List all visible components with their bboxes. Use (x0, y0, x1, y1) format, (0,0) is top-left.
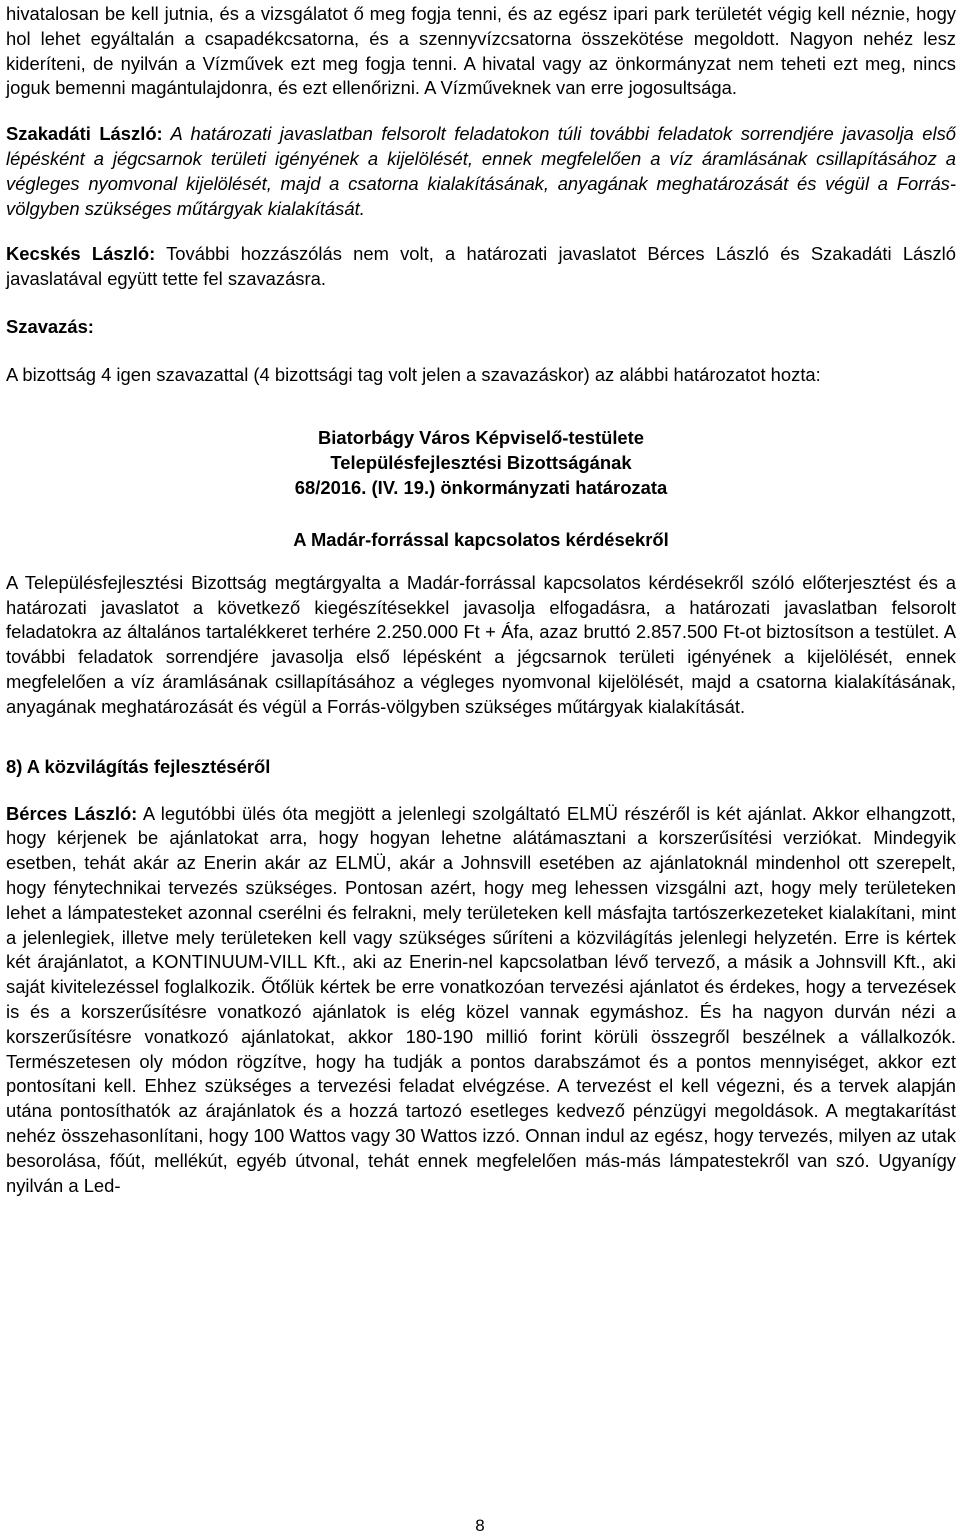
paragraph-kecskes (6, 242, 956, 292)
resolution-line-1: Biatorbágy Város Képviselő-testülete (317, 426, 645, 448)
speaker-text: A legutóbbi ülés óta megjött a jelenlegi szolgáltató ELMÜ részéről is két ajánlat. Akkor elhangzott, hogy kérjenek be ajánlatokat arra, hogy hogyan lehetne alátámasztani a korszerűsítési verziókat. Mindegyik esetben, tehát akár az Enerin akár az ELMÜ, akár a Johnsvill esetében az ajánlatoknál mindenhol ott szerepelt, hogy fénytechnikai tervezés szükséges. Pontosan azért, hogy meg lehessen vizsgálni azt, hogy mely területeken lehet a lámpatesteket azonnal cserélni és felrakni, mely területeken kell másfajta tartószerkezeteket kialakítani, mint a jelenlegiek, illetve mely területeken kell vagy szükséges sűríteni a közvilágítás jelenlegi helyzetén. Erre is kértek két árajánlatot, a KONTINUUM-VILL Kft., aki az Enerin-nel kapcsolatban lévő tervező, a másik a Johnsvill Kft., aki saját kivitelezéssel foglalkozik. Őtőlük kértek be erre vonatkozóan tervezési ajánlatot és érdekes, hogy a tervezések is és a korszerűsítésre vonatkozó ajánlatok is elég közel vannak egymáshoz. És ha nagyon durván nézi a korszerűsítésre vonatkozó ajánlatokat, akkor 180-190 millió forint körüli összegről beszélnek a vállalkozók. Természetesen oly módon rögzítve, hogy ha tudják a pontos darabszámot és a pontos mennyiséget, akkor ezt pontosítani kell. Ehhez szükséges a tervezési feladat elvégzése. A tervezést el kell végezni, és a tervek alapján utána pontosíthatók az árajánlatok és a hozzá tartozó esetleges kedvező pénzügyi megoldások. A megtakarítást nehéz összehasonlítani, hogy 100 Wattos vagy 30 Wattos izzó. Onnan indul az egész, hogy tervezés, milyen az utak besorolása, főút, mellékút, egyéb útvonal, tehát ennek megfelelően más-más lámpatestekről van szó. Ugyanígy nyilván a Led- (6, 802, 957, 1196)
speaker-name: Kecskés László: (6, 243, 156, 265)
resolution-body: A Településfejlesztési Bizottság megtárgyalta a Madár-forrással kapcsolatos kérdésekről szóló előterjesztést és a határozati javaslatot a következő kiegészítésekkel javasolja elfogadásra, a határozati javaslatban felsorolt feladatokra az általános tartalékkeret terhére 2.250.000 Ft + Áfa, azaz bruttó 2.857.500 Ft-ot biztosítson a testület. A további feladatok sorrendjére javasolja első lépésként a jégcsarnok területi igényének a kijelölését, ennek megfelelően a víz áramlásának csillapításához a végleges nyomvonal kijelölését, majd a csatorna kialakításának, anyagának meghatározását és végül a Forrás-völgyben szükséges műtárgyak kialakítását. (6, 571, 956, 717)
document-page (6, 0, 956, 1198)
vote-text: A bizottság 4 igen szavazattal (4 bizottsági tag volt jelen a szavazáskor) az alábbi határozatot hozta: (6, 363, 821, 385)
resolution-subject: A Madár-forrással kapcsolatos kérdésekről (293, 528, 669, 550)
paragraph-berces (6, 802, 956, 1199)
page-number: 8 (475, 1516, 485, 1535)
section-8-title: 8) A közvilágítás fejlesztéséről (6, 755, 271, 777)
speaker-name: Szakadáti László: (6, 123, 163, 145)
resolution-line-2: Településfejlesztési Bizottságának (330, 451, 632, 473)
speaker-text: A határozati javaslatban felsorolt feladatokon túli további feladatok sorrendjére javasolja első lépésként a jégcsarnok területi igényének a kijelölését, ennek megfelelően a víz áramlásának csillapításához a végleges nyomvonal kijelölését, majd a csatorna kialakításának, anyagának meghatározását és végül a Forrás-völgyben szükséges műtárgyak kialakítását. (6, 123, 956, 219)
speaker-name: Bérces László: (6, 802, 138, 824)
vote-heading: Szavazás: (6, 315, 94, 337)
resolution-header (6, 425, 956, 500)
paragraph-szakadati (6, 122, 956, 221)
speaker-text: További hozzászólás nem volt, a határozati javaslatot Bérces László és Szakadáti László javaslatával együtt tette fel szavazásra. (6, 243, 956, 290)
paragraph-intro: hivatalosan be kell jutnia, és a vizsgálatot ő meg fogja tenni, és az egész ipari park területét végig kell néznie, hogy hol lehet egyáltalán a csapadékcsatorna, és a szennyvízcsatorna összekötése megoldott. Nagyon nehéz lesz kideríteni, de nyilván a Vízművek ezt meg fogja tenni. A hivatal vagy az önkormányzat nem teheti ezt meg, nincs joguk bemenni magántulajdonra, és ezt ellenőrizni. A Vízműveknek van erre jogosultsága. (6, 3, 956, 99)
resolution-line-3: 68/2016. (IV. 19.) önkormányzati határozata (294, 476, 668, 498)
